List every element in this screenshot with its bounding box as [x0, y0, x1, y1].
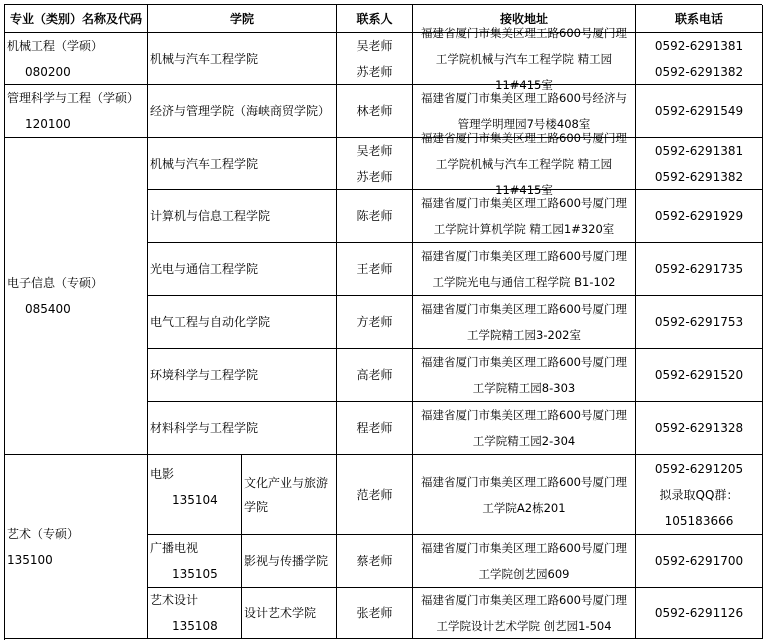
school-cell: 经济与管理学院（海峡商贸学院） [148, 85, 337, 138]
address-line: 工学院精工园3-202室 [467, 328, 581, 342]
field-name: 广播电视 [150, 541, 199, 555]
school-cell: 环境科学与工程学院 [148, 349, 337, 402]
school-cell: 影视与传播学院 [242, 535, 337, 588]
address-line: 福建省厦门市集美区理工路600号厦门理 [421, 196, 627, 210]
school-cell: 设计艺术学院 [242, 588, 337, 639]
phone-number: 0592-6291205 [654, 461, 744, 476]
major-cell [5, 85, 148, 138]
phone-cell: 0592-6291549 [636, 85, 763, 138]
phone-cell: 0592-6291126 [636, 588, 763, 639]
major-name: 机械工程（学硕） [7, 38, 104, 53]
address-line: 福建省厦门市集美区理工路600号厦门理 [421, 302, 627, 316]
contact-cell: 陈老师 [337, 190, 413, 243]
address-line: 工学院光电与通信工程学院 B1-102 [432, 275, 616, 289]
contact-name: 苏老师 [356, 64, 393, 79]
contact-cell: 高老师 [337, 349, 413, 402]
header-phone: 联系电话 [636, 5, 763, 33]
header-major: 专业（类别）名称及代码 [5, 5, 148, 33]
header-contact: 联系人 [337, 5, 413, 33]
address-cell [413, 25, 636, 92]
qq-group-number: 105183666 [664, 513, 734, 528]
qq-group-label: 拟录取QQ群： [659, 487, 739, 502]
phone-cell: 0592-6291753 [636, 296, 763, 349]
field-code: 135105 [172, 567, 218, 581]
contact-cell: 范老师 [337, 455, 413, 535]
phone-cell: 0592-6291328 [636, 402, 763, 455]
address-line: 福建省厦门市集美区理工路600号厦门理 [421, 474, 627, 489]
address-line: 福建省厦门市集美区理工路600号经济与 [421, 91, 627, 105]
phone-number: 0592-6291381 [654, 38, 744, 53]
address-cell [413, 296, 636, 349]
address-cell [413, 190, 636, 243]
field-cell [148, 455, 242, 535]
contact-name: 苏老师 [356, 169, 393, 184]
field-code: 135108 [172, 619, 218, 633]
major-cell [5, 455, 148, 639]
address-line: 福建省厦门市集美区理工路600号厦门理 [421, 541, 627, 555]
contact-name: 吴老师 [356, 143, 393, 158]
address-cell [413, 535, 636, 588]
major-name: 电子信息（专硕） [7, 276, 104, 290]
address-line: 工学院创艺园609 [478, 567, 570, 581]
phone-cell: 0592-6291735 [636, 243, 763, 296]
address-cell [413, 349, 636, 402]
major-code: 080200 [25, 64, 71, 79]
contact-cell: 蔡老师 [337, 535, 413, 588]
field-name: 电影 [150, 467, 175, 481]
address-line: 福建省厦门市集美区理工路600号厦门理 [421, 355, 627, 369]
address-line: 福建省厦门市集美区理工路600号厦门理 [421, 408, 627, 422]
field-cell [148, 535, 242, 588]
address-cell [413, 588, 636, 639]
field-code: 135104 [172, 493, 218, 507]
major-cell [5, 33, 148, 85]
school-cell: 电气工程与自动化学院 [148, 296, 337, 349]
contact-cell: 王老师 [337, 243, 413, 296]
major-code: 120100 [25, 117, 71, 131]
contact-cell: 林老师 [337, 85, 413, 138]
contact-cell: 方老师 [337, 296, 413, 349]
address-cell [413, 243, 636, 296]
address-cell [413, 130, 636, 197]
phone-number: 0592-6291381 [654, 143, 744, 158]
phone-cell: 0592-6291520 [636, 349, 763, 402]
major-code: 085400 [25, 302, 71, 316]
field-name: 艺术设计 [150, 593, 199, 607]
address-line: 管理学明理园7号楼408室 [457, 117, 591, 131]
address-cell [413, 402, 636, 455]
school-cell: 计算机与信息工程学院 [148, 190, 337, 243]
contact-cell [337, 33, 413, 85]
phone-number: 0592-6291382 [654, 64, 744, 79]
address-line: 福建省厦门市集美区理工路600号厦门理 [421, 249, 627, 263]
address-line: 福建省厦门市集美区理工路600号厦门理 [421, 130, 627, 145]
school-cell: 材料科学与工程学院 [148, 402, 337, 455]
school-cell: 光电与通信工程学院 [148, 243, 337, 296]
address-line: 工学院设计艺术学院 创艺园1-504 [436, 619, 612, 633]
school-cell: 机械与汽车工程学院 [148, 33, 337, 85]
phone-cell: 0592-6291929 [636, 190, 763, 243]
address-cell [413, 455, 636, 535]
address-line: 工学院计算机学院 精工园1#320室 [433, 222, 615, 236]
school-cell: 机械与汽车工程学院 [148, 138, 337, 190]
phone-cell [636, 455, 763, 535]
phone-cell [636, 138, 763, 190]
contact-name: 吴老师 [356, 38, 393, 53]
address-line: 工学院A2栋201 [482, 500, 566, 515]
phone-number: 0592-6291382 [654, 169, 744, 184]
major-name: 管理科学与工程（学硕） [7, 91, 140, 105]
phone-cell [636, 33, 763, 85]
header-address: 接收地址 [413, 5, 636, 33]
header-school: 学院 [148, 5, 337, 33]
major-code: 135100 [7, 552, 53, 567]
phone-cell: 0592-6291700 [636, 535, 763, 588]
school-cell: 文化产业与旅游学院 [242, 455, 337, 535]
contact-cell: 张老师 [337, 588, 413, 639]
major-cell [5, 138, 148, 455]
major-name: 艺术（专硕） [7, 526, 80, 541]
address-line: 工学院机械与汽车工程学院 精工园11#415室 [435, 156, 613, 197]
address-line: 工学院精工园2-304 [472, 434, 576, 448]
contact-cell [337, 138, 413, 190]
address-line: 福建省厦门市集美区理工路600号厦门理 [421, 25, 627, 40]
address-line: 工学院精工园8-303 [472, 381, 576, 395]
address-line: 福建省厦门市集美区理工路600号厦门理 [421, 593, 627, 607]
contact-table [4, 4, 762, 640]
address-line: 工学院机械与汽车工程学院 精工园11#415室 [435, 51, 613, 92]
contact-cell: 程老师 [337, 402, 413, 455]
field-cell [148, 588, 242, 639]
